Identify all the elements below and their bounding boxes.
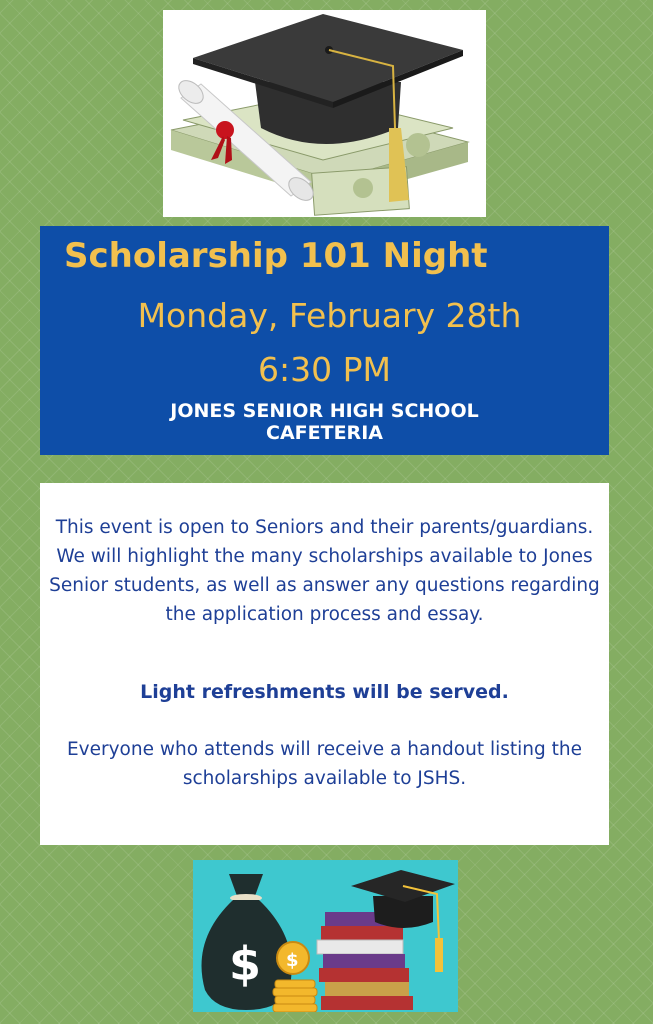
event-info-box [40,226,609,455]
handout-note: Everyone who attends will receive a handout listing the scholarships available to JSHS. [66,739,582,789]
event-time: 6:30 PM [258,350,391,389]
graduation-cap-icon [163,10,486,217]
event-location [40,400,609,444]
refreshments-note: Light refreshments will be served. [140,681,509,703]
event-title: Scholarship 101 Night [64,236,488,276]
location-line-2: CAFETERIA [266,422,383,444]
money-bag-books-icon [193,860,458,1012]
graduation-cap-money-photo [163,10,486,217]
svg-text:$: $ [229,937,262,991]
event-details-box [40,483,609,845]
svg-text:$: $ [286,950,299,971]
scholarship-illustration [193,860,458,1012]
event-description: This event is open to Seniors and their parents/guardians. We will highlight the many scholarships available to Jones Senior students, as well as answer any questions regarding the application process and essay. [49,517,600,625]
event-date: Monday, February 28th [137,296,522,335]
location-line-1: JONES SENIOR HIGH SCHOOL [170,400,479,422]
